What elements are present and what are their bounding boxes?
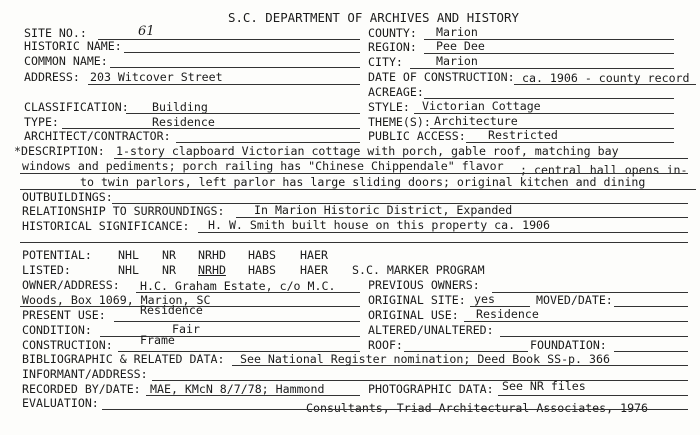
description-rule-3	[20, 189, 696, 190]
city-label: CITY:	[368, 55, 403, 69]
themes-label: THEME(S):	[368, 115, 431, 129]
classification-value: Building	[152, 100, 208, 114]
historic-name-line	[124, 52, 360, 53]
present-use-label: PRESENT USE:	[22, 308, 106, 322]
construction-label: CONSTRUCTION:	[22, 338, 113, 352]
original-use-value: Residence	[476, 307, 539, 321]
present-use-line	[114, 321, 360, 322]
original-use-line	[464, 321, 688, 322]
photographic-data-line	[498, 395, 688, 396]
listed-habs: HABS	[248, 263, 276, 277]
city-value: Marion	[436, 54, 478, 68]
recorded-by-label: RECORDED BY/DATE:	[22, 382, 141, 396]
foundation-label: FOUNDATION:	[530, 338, 607, 352]
description-line-1: 1-story clapboard Victorian cottage with porch, gable roof, matching bay	[116, 144, 619, 158]
address-label: ADDRESS:	[24, 70, 80, 84]
evaluation-line	[102, 409, 688, 410]
original-site-label: ORIGINAL SITE:	[368, 293, 466, 307]
significance-value: H. W. Smith built house on this property ca. 1906	[208, 218, 551, 232]
moved-date-label: MOVED/DATE:	[536, 293, 613, 307]
date-of-construction-line	[514, 84, 696, 85]
present-use-value: Residence	[140, 303, 203, 317]
description-line-2-continued: ; central hall opens in-	[520, 163, 688, 177]
potential-nrhd: NRHD	[198, 248, 226, 262]
significance-extra-line	[20, 242, 688, 243]
recorded-by-value: MAE, KMcN 8/7/78; Hammond	[150, 382, 325, 396]
county-value: Marion	[436, 25, 478, 39]
potential-nr: NR	[162, 248, 176, 262]
moved-date-line	[614, 306, 688, 307]
listed-nr: NR	[162, 263, 176, 277]
style-label: STYLE:	[368, 100, 410, 114]
potential-haer: HAER	[300, 248, 328, 262]
informant-line	[152, 380, 688, 381]
photographic-data-value: See NR files	[502, 379, 586, 393]
type-label: TYPE:	[24, 115, 59, 129]
owner-label: OWNER/ADDRESS:	[22, 278, 120, 292]
recorded-by-line	[146, 395, 360, 396]
architect-line	[176, 142, 360, 143]
potential-label: POTENTIAL:	[22, 248, 92, 262]
outbuildings-label: OUTBUILDINGS:	[22, 190, 113, 204]
foundation-line	[614, 351, 688, 352]
relationship-label: RELATIONSHIP TO SURROUNDINGS:	[22, 204, 225, 218]
site-no-label: SITE NO.:	[24, 26, 87, 40]
altered-label: ALTERED/UNALTERED:	[368, 323, 494, 337]
region-label: REGION:	[368, 40, 417, 54]
evaluation-value: Consultants, Triad Architectural Associates, 1976	[306, 401, 649, 415]
photographic-data-label: PHOTOGRAPHIC DATA:	[368, 382, 494, 396]
description-line-3: to twin parlors, left parlor has large sliding doors; original kitchen and dining	[80, 175, 646, 189]
potential-habs: HABS	[248, 248, 276, 262]
address-value: 203 Witcover Street	[90, 70, 223, 84]
listed-haer: HAER	[300, 263, 328, 277]
historic-name-label: HISTORIC NAME:	[24, 39, 122, 53]
condition-line	[100, 336, 360, 337]
informant-label: INFORMANT/ADDRESS:	[22, 367, 148, 381]
original-use-label: ORIGINAL USE:	[368, 308, 459, 322]
description-line-2: windows and pediments; porch railing has "Chinese Chippendale" flavor	[22, 159, 504, 173]
owner-value-1: H.C. Graham Estate, c/o M.C.	[140, 279, 336, 293]
type-value: Residence	[152, 115, 215, 129]
significance-label: HISTORICAL SIGNIFICANCE:	[22, 219, 190, 233]
marker-program-label: S.C. MARKER PROGRAM	[352, 263, 485, 277]
original-site-value: yes	[474, 292, 495, 306]
description-rule-2	[20, 173, 688, 174]
region-value: Pee Dee	[436, 39, 485, 53]
acreage-label: ACREAGE:	[368, 85, 424, 99]
relationship-value: In Marion Historic District, Expanded	[254, 203, 513, 217]
public-access-line	[466, 142, 674, 143]
bibliographic-line	[232, 365, 688, 366]
owner-value-2: Woods, Box 1069, Marion, SC	[22, 293, 211, 307]
bibliographic-value: See National Register nomination; Deed Book SS-p. 366	[240, 352, 610, 366]
evaluation-label: EVALUATION:	[22, 396, 99, 410]
listed-label: LISTED:	[22, 263, 71, 277]
address-line	[88, 84, 360, 85]
common-name-label: COMMON NAME:	[24, 54, 108, 68]
classification-label: CLASSIFICATION:	[24, 100, 129, 114]
public-access-label: PUBLIC ACCESS:	[368, 129, 466, 143]
potential-nhl: NHL	[118, 248, 139, 262]
altered-line	[500, 336, 688, 337]
style-value: Victorian Cottage	[422, 99, 541, 113]
form-header: S.C. DEPARTMENT OF ARCHIVES AND HISTORY	[228, 10, 519, 25]
themes-value: Architecture	[434, 114, 518, 128]
bibliographic-label: BIBLIOGRAPHIC & RELATED DATA:	[22, 352, 225, 366]
significance-line	[198, 232, 688, 233]
common-name-line	[110, 67, 360, 68]
previous-owners-label: PREVIOUS OWNERS:	[368, 278, 480, 292]
date-of-construction-value: ca. 1906 - county record	[522, 71, 690, 85]
classification-line	[126, 113, 360, 114]
listed-nrhd-marked: NRHD	[198, 263, 226, 277]
county-label: COUNTY:	[368, 26, 417, 40]
listed-nhl: NHL	[118, 263, 139, 277]
description-label: *DESCRIPTION:	[14, 144, 105, 158]
condition-label: CONDITION:	[22, 323, 92, 337]
architect-label: ARCHITECT/CONTRACTOR:	[24, 129, 171, 143]
roof-label: ROOF:	[368, 338, 403, 352]
site-no-line	[98, 39, 360, 40]
date-of-construction-label: DATE OF CONSTRUCTION:	[368, 70, 515, 84]
site-no-value: 61	[138, 24, 155, 39]
condition-value: Fair	[172, 322, 200, 336]
city-line	[410, 68, 674, 69]
construction-value: Frame	[140, 333, 175, 347]
public-access-value: Restricted	[488, 128, 558, 142]
